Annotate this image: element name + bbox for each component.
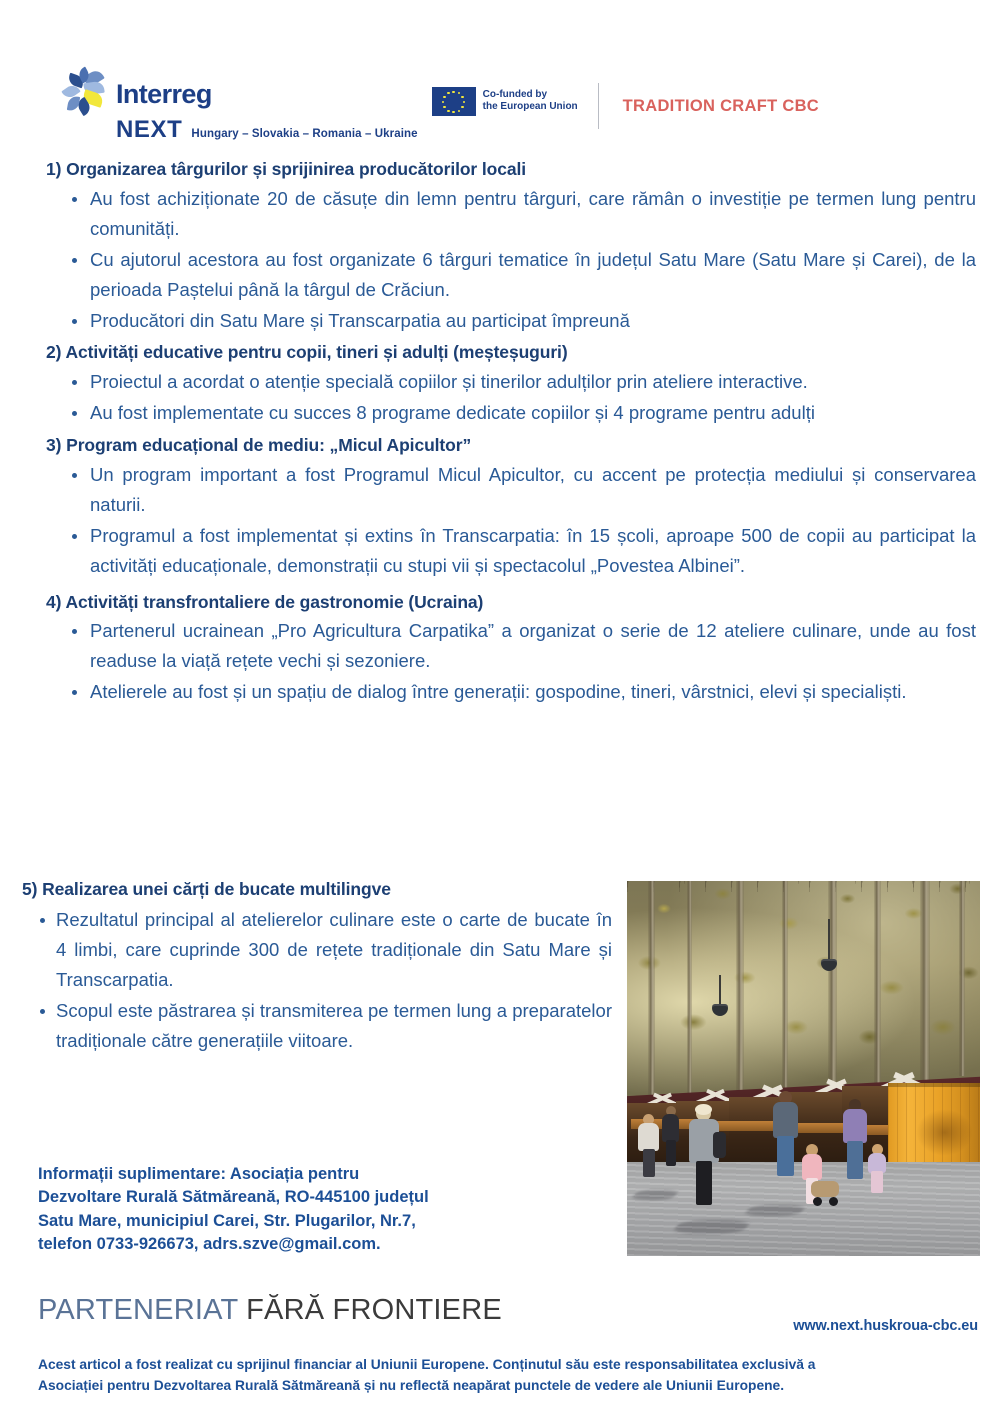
eu-disclaimer	[38, 1354, 963, 1397]
interreg-next-logo	[62, 70, 418, 142]
section-3	[46, 434, 976, 581]
list-item: Un program important a fost Programul Micul Apicultor, cu accent pe protecția mediului și conservarea naturii.	[46, 460, 976, 520]
contact-line-4: telefon 0733-926673, adrs.szve@gmail.com.	[38, 1235, 381, 1254]
photo-stall-shadow	[916, 1109, 972, 1156]
section-4	[46, 591, 976, 708]
photo-tree-trunk	[874, 881, 881, 1087]
section-1	[46, 158, 976, 335]
list-item: Partenerul ucrainean „Pro Agricultura Carpatika” a organizat o serie de 12 ateliere culinare, unde au fost readuse la viață rețete vechi și sezoniere.	[46, 616, 976, 676]
photo-street-lamp	[719, 975, 721, 1005]
section-1-list	[46, 184, 976, 336]
section-5-title: 5) Realizarea unei cărți de bucate multilingve	[22, 879, 391, 899]
eu-funding-caption	[483, 89, 578, 114]
photo-tree-trunk	[959, 881, 965, 1076]
next-wordmark: NEXT	[116, 116, 183, 143]
section-2-list	[46, 367, 976, 428]
photo-person	[842, 1099, 868, 1227]
section-5-list	[22, 905, 612, 1056]
section-2-title: 2) Activități educative pentru copii, tineri și adulți (meșteșuguri)	[46, 342, 568, 363]
list-item: Cu ajutorul acestora au fost organizate 6 târguri tematice în județul Satu Mare (Satu Mare și Carei), de la perioada Paștelui până la târgul de Crăciun.	[46, 245, 976, 305]
section-3-list	[46, 460, 976, 581]
section-4-title: 4) Activități transfrontaliere de gastronomie (Ucraina)	[46, 591, 484, 612]
header-divider	[598, 83, 599, 129]
list-item: Scopul este păstrarea și transmiterea pe termen lung a preparatelor tradiționale către generațiile viitoare.	[22, 996, 612, 1056]
photo-inner	[627, 881, 980, 1256]
slogan-part-1: PARTENERIAT	[38, 1294, 247, 1326]
contact-line-1: Informații suplimentare: Asociația pentru	[38, 1165, 360, 1183]
photo-tree-trunk	[828, 881, 837, 1099]
photo-person	[638, 1114, 660, 1227]
eu-caption-line2: the European Union	[482, 101, 578, 112]
programme-website-link[interactable]: www.next.huskroua-cbc.eu	[793, 1318, 978, 1334]
slogan-part-2: FĂRĂ FRONTIERE	[246, 1294, 502, 1326]
list-item: Programul a fost implementat și extins în Transcarpatia: în 15 școli, aproape 500 de copii au participat la activități educaționale, demonstrații cu stupi vii și spectacolul „Povestea Albinei”.	[46, 521, 976, 581]
interreg-next-row	[62, 118, 418, 142]
footer-slogan	[38, 1294, 502, 1327]
main-content	[46, 158, 976, 713]
interreg-wordmark: Interreg	[116, 78, 212, 109]
photo-person	[867, 1144, 887, 1238]
section-3-title: 3) Program educațional de mediu: „Micul Apicultor”	[46, 435, 472, 456]
disclaimer-line-2: Asociației pentru Dezvoltarea Rurală Sătmăreană și nu reflectă neapărat punctele de vedere ale Uniunii Europene.	[38, 1378, 785, 1394]
list-item: Au fost implementate cu succes 8 programe dedicate copiilor și 4 programe pentru adulți	[46, 398, 976, 428]
programme-countries: Hungary – Slovakia – Romania – Ukraine	[191, 128, 418, 140]
photo-person	[687, 1106, 723, 1249]
section-4-list	[46, 616, 976, 707]
list-item: Producători din Satu Mare și Transcarpatia au participat împreună	[46, 306, 976, 336]
photo-stroller	[811, 1181, 839, 1245]
contact-line-2: Dezvoltare Rurală Sătmăreană, RO-445100 județul	[38, 1188, 429, 1207]
document-header	[62, 72, 942, 143]
photo-person	[772, 1091, 800, 1226]
eu-caption-line1: Co-funded by	[482, 88, 548, 100]
list-item: Au fost achiziționate 20 de căsuțe din lemn pentru târguri, care rămân o investiție pe termen lung pentru comunități.	[46, 184, 976, 244]
eu-cofunding-logo	[432, 87, 578, 116]
list-item: Rezultatul principal al atelierelor culinare este o carte de bucate în 4 limbi, care cuprinde 300 de rețete tradiționale din Satu Mare și Transcarpatia.	[22, 905, 612, 995]
contact-info	[38, 1163, 578, 1257]
interreg-pinwheel-icon	[62, 70, 106, 118]
market-photo	[627, 881, 980, 1256]
project-title: TRADITION CRAFT CBC	[622, 96, 820, 115]
disclaimer-line-1: Acest articol a fost realizat cu sprijinul financiar al Uniunii Europene. Conținutul său este responsabilitatea exclusivă a	[38, 1357, 816, 1372]
photo-street-lamp	[828, 919, 830, 960]
interreg-logo-row	[62, 70, 418, 118]
section-2	[46, 341, 976, 428]
contact-line-3: Satu Mare, municipiul Carei, Str. Plugarilor, Nr.7,	[38, 1211, 416, 1230]
section-1-title: 1) Organizarea târgurilor și sprijinirea producătorilor locali	[46, 159, 527, 179]
section-5	[22, 878, 612, 1056]
photo-tree-trunk	[782, 881, 788, 1091]
photo-person	[662, 1106, 680, 1219]
photo-tree-trunk	[687, 881, 692, 1099]
eu-flag-icon	[432, 87, 476, 116]
list-item: Atelierele au fost și un spațiu de dialog între generații: gospodine, tineri, vârstnici, elevi și specialiști.	[46, 677, 976, 707]
photo-tree-trunk	[920, 881, 930, 1084]
list-item: Proiectul a acordat o atenție specială copiilor și tinerilor adulților prin ateliere interactive.	[46, 367, 976, 397]
